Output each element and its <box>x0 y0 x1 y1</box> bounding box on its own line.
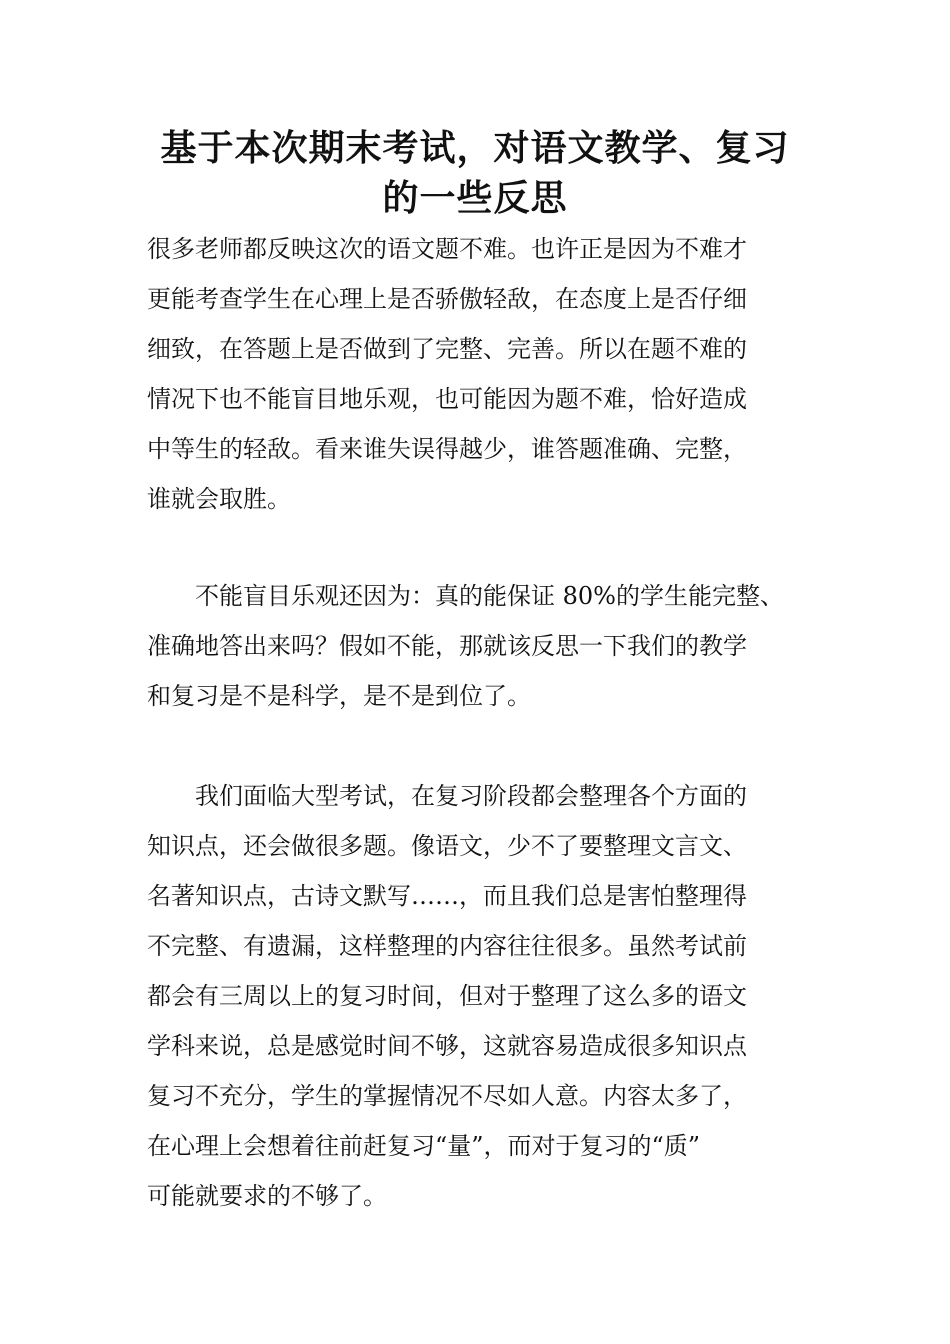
text-line: 都会有三周以上的复习时间，但对于整理了这么多的语文 <box>147 982 747 1010</box>
title-line: 的一些反思 <box>382 178 568 219</box>
text-line: 我们面临大型考试，在复习阶段都会整理各个方面的 <box>147 782 747 810</box>
text-line: 在心理上会想着往前赶复习“量”，而对于复习的“质” <box>147 1132 701 1160</box>
text-line: 准确地答出来吗？假如不能，那就该反思一下我们的教学 <box>147 632 747 660</box>
text-line: 很多老师都反映这次的语文题不难。也许正是因为不难才 <box>147 235 747 263</box>
document-title <box>100 124 850 224</box>
text-line: 学科来说，总是感觉时间不够，这就容易造成很多知识点 <box>147 1032 747 1060</box>
text-line: 情况下也不能盲目地乐观，也可能因为题不难，恰好造成 <box>147 385 747 413</box>
text-line: 名著知识点，古诗文默写……，而且我们总是害怕整理得 <box>147 882 747 910</box>
paragraph-1 <box>147 224 812 524</box>
paragraph-3 <box>147 771 812 1221</box>
text-line: 谁就会取胜。 <box>147 485 291 513</box>
title-line: 基于本次期末考试，对语文教学、复习 <box>160 128 790 169</box>
text-line: 不能盲目乐观还因为：真的能保证 80%的学生能完整、 <box>147 582 784 610</box>
text-line: 中等生的轻敌。看来谁失误得越少，谁答题准确、完整， <box>147 435 747 463</box>
text-line: 复习不充分，学生的掌握情况不尽如人意。内容太多了， <box>147 1082 747 1110</box>
text-line: 知识点，还会做很多题。像语文，少不了要整理文言文、 <box>147 832 747 860</box>
paragraph-2 <box>147 571 812 721</box>
text-line: 可能就要求的不够了。 <box>147 1182 387 1210</box>
text-line: 和复习是不是科学，是不是到位了。 <box>147 682 531 710</box>
text-line: 细致，在答题上是否做到了完整、完善。所以在题不难的 <box>147 335 747 363</box>
text-line: 不完整、有遗漏，这样整理的内容往往很多。虽然考试前 <box>147 932 747 960</box>
text-line: 更能考查学生在心理上是否骄傲轻敌，在态度上是否仔细 <box>147 285 747 313</box>
